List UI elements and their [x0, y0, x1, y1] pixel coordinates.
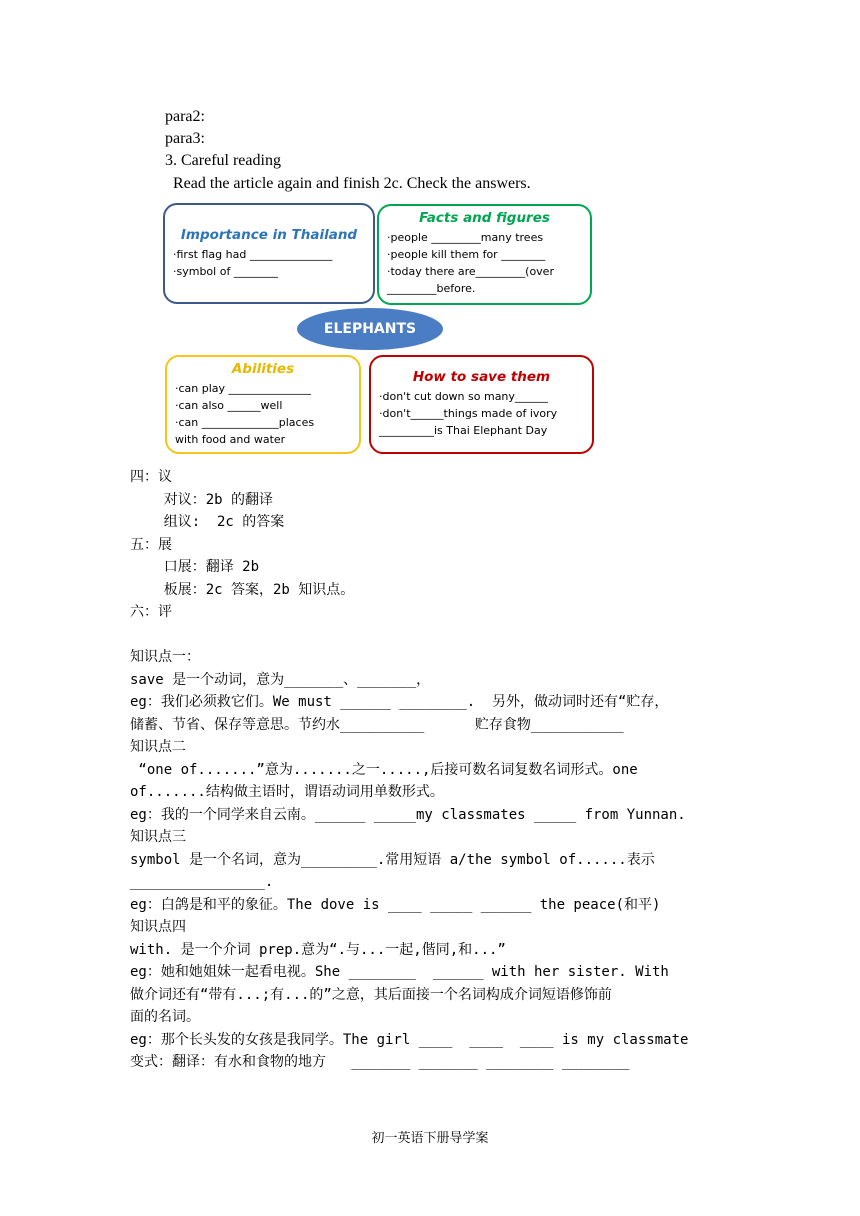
facts-title: Facts and figures — [419, 210, 550, 226]
page-footer: 初一英语下册导学案 — [371, 1130, 489, 1145]
save-title: How to save them — [412, 369, 551, 385]
body-line: 储蓄、节省、保存等意思。节约水__________ 贮存食物___________ — [130, 717, 624, 733]
abilities-line: ·can play _______________ — [175, 382, 312, 395]
save-box — [369, 355, 594, 454]
body-line: “one of.......”意为.......之一.....,后接可数名词复数名词形式。one — [130, 762, 638, 778]
save-line: ·don't cut down so many______ — [379, 390, 548, 403]
importance-line: ·first flag had _______________ — [173, 248, 333, 261]
para2-label: para2: — [165, 108, 205, 125]
abilities-line: ·can ______________places — [175, 416, 315, 429]
importance-line: ·symbol of ________ — [173, 265, 278, 278]
knowledge-heading: 知识点二 — [130, 739, 186, 755]
abilities-title: Abilities — [231, 361, 295, 377]
body-line: 做介词还有“带有...;有...的”之意，其后面接一个名词构成介词短语修饰前 — [130, 987, 612, 1003]
body-line: eg：她和她姐妹一起看电视。She ________ ______ with her sister. With — [130, 964, 669, 980]
facts-line: ·today there are_________(over — [387, 265, 554, 278]
knowledge-heading: 知识点一： — [130, 649, 200, 665]
body-line: 板展：2c 答案，2b 知识点。 — [130, 582, 355, 598]
para3-label: para3: — [165, 130, 205, 147]
body-line: 面的名词。 — [130, 1009, 200, 1025]
facts-line: _________before. — [387, 282, 476, 295]
facts-line: ·people _________many trees — [387, 231, 544, 244]
body-line: 变式：翻译：有水和食物的地方 _______ _______ ________ ________ — [130, 1054, 630, 1070]
body-line: symbol 是一个名词，意为_________.常用短语 a/the symbol of......表示 — [130, 852, 655, 868]
knowledge-heading: 知识点三 — [130, 829, 186, 845]
elephant-mind-map — [163, 203, 595, 455]
body-line: 口展：翻译 2b — [130, 559, 260, 575]
body-line: eg：我的一个同学来自云南。______ _____my classmates _____ from Yunnan. — [130, 807, 686, 823]
facts-line: ·people kill them for ________ — [387, 248, 546, 261]
body-line: save 是一个动词，意为_______、_______， — [130, 672, 431, 688]
importance-box — [163, 203, 375, 304]
body-line: eg：我们必须救它们。We must ______ ________. 另外，做动词时还有“贮存， — [130, 694, 669, 710]
knowledge-heading: 知识点四 — [130, 919, 186, 935]
careful-reading-heading: 3. Careful reading — [165, 152, 281, 169]
section-heading: 五：展 — [130, 537, 172, 553]
body-line: 组议: 2c 的答案 — [130, 514, 285, 530]
abilities-line: ·can also ______well — [175, 399, 283, 412]
section-heading: 四：议 — [130, 469, 172, 485]
abilities-line: with food and water — [175, 433, 286, 446]
section-heading: 六：评 — [130, 604, 172, 620]
save-line: __________is Thai Elephant Day — [379, 424, 548, 437]
body-line: eg：那个长头发的女孩是我同学。The girl ____ ____ ____ is my classmate — [130, 1032, 689, 1048]
body-line: eg：白鸽是和平的象征。The dove is ____ _____ ______ the peace(和平) — [130, 897, 661, 913]
body-line: ________________. — [130, 874, 274, 890]
elephants-center: ELEPHANTS — [297, 308, 443, 350]
body-line: of.......结构做主语时，谓语动词用单数形式。 — [130, 784, 444, 800]
facts-box — [377, 204, 592, 305]
abilities-box — [165, 355, 361, 454]
save-line: ·don't______things made of ivory — [379, 407, 558, 420]
body-line: 对议：2b 的翻译 — [130, 492, 274, 508]
body-line: with. 是一个介词 prep.意为“.与...一起,偕同,和...” — [130, 942, 506, 958]
importance-title: Importance in Thailand — [180, 227, 358, 243]
instruction-text: Read the article again and finish 2c. Check the answers. — [165, 175, 531, 192]
